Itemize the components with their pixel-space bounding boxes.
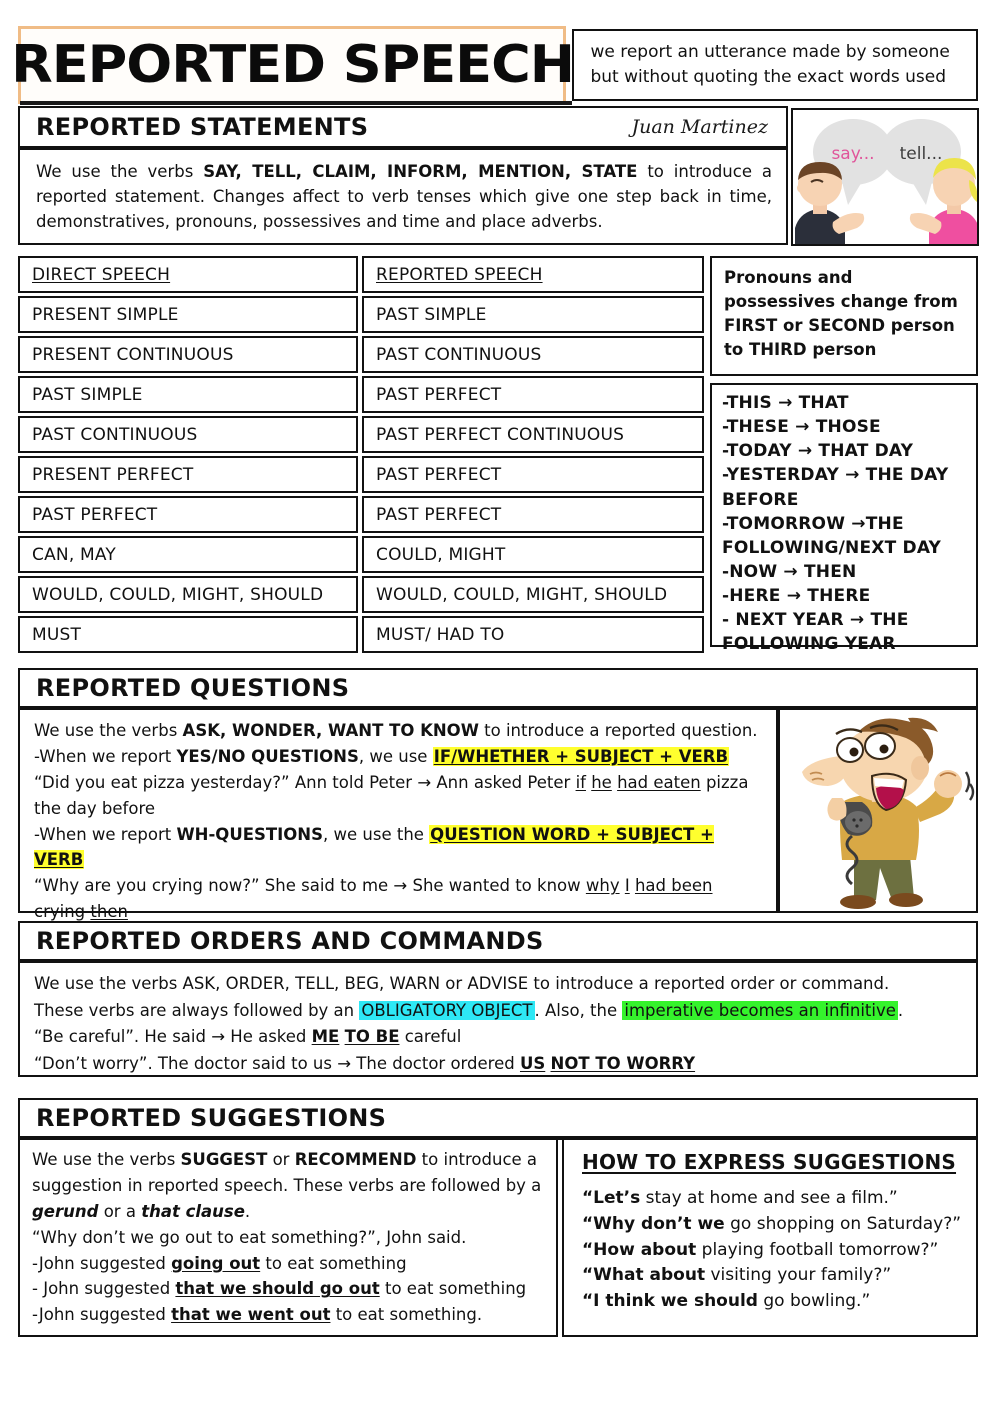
say-tell-svg	[793, 110, 979, 246]
expression-item	[582, 1186, 966, 1212]
s-gerund: gerund	[32, 1201, 99, 1221]
intro-seg-1: We use the verbs	[36, 162, 204, 181]
adverb-change-item: -TOMORROW →THE FOLLOWING/NEXT DAY	[722, 513, 942, 558]
q-ex1-if: if	[575, 772, 586, 792]
o-l2-imperative-infinitive: imperative becomes an infinitive	[624, 1000, 896, 1020]
bubble-tell-text: tell...	[899, 144, 943, 164]
cell-direct: PRESENT SIMPLE	[18, 296, 358, 333]
q-l3-seg-c: , we use the	[323, 824, 430, 844]
cell-reported: COULD, MIGHT	[362, 536, 704, 573]
s-b2-seg-a: - John suggested	[32, 1279, 176, 1299]
q-l2-seg-c: , we use	[358, 746, 433, 766]
q-ex2-crying: crying	[34, 902, 86, 922]
bubble-say-text: say...	[831, 144, 875, 164]
q-l2-formula-highlight: IF/WHETHER + SUBJECT + VERB	[433, 746, 729, 766]
s-verb-recommend: RECOMMEND	[294, 1150, 417, 1169]
s-intro-seg-i: .	[244, 1201, 251, 1221]
o-l2-seg-c: .	[897, 1000, 904, 1020]
orders-line-2	[34, 998, 964, 1025]
o-l2-seg-a: These verbs are always followed by an	[34, 1000, 360, 1020]
expression-item	[582, 1238, 966, 1264]
suggestions-quote: “Why don’t we go out to eat something?”, John said.	[32, 1227, 467, 1247]
suggestions-intro	[32, 1147, 548, 1225]
s-b1-seg-b: to eat something	[260, 1253, 407, 1273]
s-b2-seg-b: to eat something	[379, 1279, 527, 1299]
q-ex2-seg-a: “Why are you crying now?” She said to me → She wanted to know	[34, 876, 586, 896]
questions-line-1	[34, 718, 766, 744]
table-header-reported	[362, 256, 704, 293]
cell-reported: PAST SIMPLE	[362, 296, 704, 333]
expr-4-bold: “I think we should	[582, 1291, 758, 1312]
cell-reported: MUST/ HAD TO	[362, 616, 704, 653]
definition-box	[572, 29, 978, 101]
suggestions-bullet-2	[32, 1276, 548, 1302]
page-title: REPORTED SPEECH	[10, 35, 574, 95]
o-ex1-me: ME	[311, 1027, 340, 1047]
s-intro-seg-c: or	[267, 1150, 295, 1169]
statements-intro-text	[36, 159, 772, 234]
orders-heading: REPORTED ORDERS AND COMMANDS	[36, 927, 544, 955]
adverb-change-item: -YESTERDAY → THE DAY BEFORE	[722, 465, 949, 510]
q-ex1-seg-a: “Did you eat pizza yesterday?” Ann told Peter → Ann asked Peter	[34, 772, 576, 792]
table-row	[18, 496, 704, 533]
table-row	[18, 336, 704, 373]
q-l1-seg-c: to introduce a reported question.	[478, 721, 758, 740]
intro-seg-3: to introduce a reported statement. Changes affect to verb tenses which give one step back in time, demonstratives, pronouns, possessives and time and place adverbs.	[36, 162, 773, 232]
cell-direct: PAST PERFECT	[18, 496, 358, 533]
intro-verbs: SAY, TELL, CLAIM, INFORM, MENTION, STATE	[203, 162, 638, 181]
s-b3-seg-a: -John suggested	[32, 1305, 172, 1325]
say-tell-illustration	[791, 108, 979, 246]
expr-4-rest: go bowling.”	[757, 1291, 871, 1312]
cell-direct: PAST SIMPLE	[18, 376, 358, 413]
adverb-change-item: -NOW → THEN	[722, 561, 857, 582]
o-l2-obligatory-object: OBLIGATORY OBJECT	[361, 1000, 533, 1020]
cell-direct: WOULD, COULD, MIGHT, SHOULD	[18, 576, 358, 613]
expr-0-bold: “Let’s	[582, 1188, 641, 1208]
table-row	[18, 456, 704, 493]
title-underline-rule	[20, 101, 572, 105]
pronouns-note-text: Pronouns and possessives change from FIRST or SECOND person to THIRD person	[724, 268, 958, 359]
table-header-direct	[18, 256, 358, 293]
expression-item	[582, 1212, 966, 1238]
q-ex2-hadbeen: had been	[634, 876, 713, 896]
table-row	[18, 416, 704, 453]
title-bar	[10, 26, 978, 104]
q-ex2-i: I	[624, 876, 630, 896]
table-row	[18, 376, 704, 413]
s-that-clause: that clause	[141, 1201, 245, 1221]
suggestions-heading: REPORTED SUGGESTIONS	[36, 1104, 387, 1132]
s-verb-suggest: SUGGEST	[180, 1150, 268, 1169]
adverb-changes-box	[710, 383, 978, 655]
pronouns-note-box	[710, 256, 978, 376]
suggestions-bullet-3	[32, 1302, 548, 1328]
cell-direct: CAN, MAY	[18, 536, 358, 573]
expression-item	[582, 1289, 966, 1315]
orders-body	[18, 963, 978, 1077]
table-row	[18, 576, 704, 613]
expr-2-rest: playing football tomorrow?”	[696, 1239, 939, 1260]
cell-direct: PRESENT CONTINUOUS	[18, 336, 358, 373]
suggestions-body-left	[18, 1140, 558, 1337]
cell-reported: PAST PERFECT	[362, 456, 704, 493]
adverb-change-item: -TODAY → THAT DAY	[722, 441, 914, 462]
title-box	[10, 26, 574, 104]
section-header-orders	[18, 921, 978, 963]
s-intro-seg-a: We use the verbs	[32, 1150, 181, 1169]
o-ex1-tobe: TO BE	[344, 1027, 400, 1047]
tense-change-table	[18, 256, 704, 656]
expr-3-bold: “What about	[582, 1265, 706, 1286]
expr-0-rest: stay at home and see a film.”	[640, 1188, 898, 1208]
phone-man-svg	[780, 710, 976, 909]
questions-example-1	[34, 770, 766, 822]
s-b3-that-we-went: that we went out	[171, 1305, 331, 1325]
s-intro-seg-e: to introduce a suggestion in reported speech. These verbs are followed by a	[32, 1150, 542, 1195]
orders-example-2	[34, 1051, 964, 1078]
cell-reported: PAST PERFECT CONTINUOUS	[362, 416, 704, 453]
expression-item	[582, 1263, 966, 1289]
o-ex2-us: US	[519, 1054, 546, 1074]
table-row	[18, 536, 704, 573]
adverb-change-item: - NEXT YEAR → THE FOLLOWING YEAR	[722, 610, 909, 655]
adverb-change-item: -THIS → THAT	[722, 393, 849, 413]
questions-heading: REPORTED QUESTIONS	[36, 674, 350, 702]
q-l3-seg-a: -When we report	[34, 824, 177, 844]
header-direct-speech: DIRECT SPEECH	[32, 264, 171, 285]
adverb-change-item: -THESE → THOSE	[722, 417, 881, 438]
definition-line-2: but without quoting the exact words used	[590, 67, 947, 87]
table-row	[18, 296, 704, 333]
expr-1-bold: “Why don’t we	[582, 1213, 725, 1234]
how-to-express-box	[562, 1140, 978, 1337]
questions-line-3	[34, 822, 766, 874]
cell-direct: MUST	[18, 616, 358, 653]
expr-1-rest: go shopping on Saturday?”	[724, 1213, 962, 1234]
q-l2-seg-a: -When we report	[34, 746, 177, 766]
suggestions-bullet-1	[32, 1251, 548, 1277]
q-l3-wh: WH-QUESTIONS	[176, 824, 324, 844]
o-ex2-seg-a: “Don’t worry”. The doctor said to us → The doctor ordered	[34, 1054, 515, 1074]
section-header-statements	[18, 106, 788, 150]
header-reported-speech: REPORTED SPEECH	[376, 264, 543, 285]
q-ex1-seg-b: pizza the day before	[34, 772, 749, 818]
questions-body	[18, 710, 778, 922]
cell-direct: PRESENT PERFECT	[18, 456, 358, 493]
o-ex1-seg-b: careful	[399, 1027, 462, 1047]
how-to-express-title: HOW TO EXPRESS SUGGESTIONS	[582, 1150, 957, 1174]
cell-reported: PAST CONTINUOUS	[362, 336, 704, 373]
s-intro-seg-g: or a	[98, 1201, 142, 1221]
adverb-change-item: -HERE → THERE	[722, 586, 871, 606]
o-l2-seg-b: . Also, the	[534, 1000, 623, 1020]
s-b1-going-out: going out	[171, 1253, 261, 1273]
table-row	[18, 616, 704, 653]
statements-heading: REPORTED STATEMENTS	[36, 113, 369, 141]
cell-reported: WOULD, COULD, MIGHT, SHOULD	[362, 576, 704, 613]
shouting-phone-illustration	[778, 710, 978, 913]
q-l2-yesno: YES/NO QUESTIONS	[176, 746, 359, 766]
section-header-suggestions	[18, 1098, 978, 1140]
q-l1-seg-a: We use the verbs	[34, 721, 183, 740]
s-b3-seg-b: to eat something.	[330, 1305, 483, 1325]
questions-example-2	[34, 873, 766, 925]
q-ex1-he: he	[591, 772, 612, 792]
cell-reported: PAST PERFECT	[362, 376, 704, 413]
definition-line-1: we report an utterance made by someone	[590, 42, 950, 63]
orders-line-1: We use the verbs ASK, ORDER, TELL, BEG, WARN or ADVISE to introduce a reported order or command.	[34, 974, 890, 993]
q-ex2-then: then	[90, 902, 128, 922]
s-b2-that-we-should: that we should go out	[175, 1279, 380, 1299]
author-signature: Juan Martinez	[631, 116, 768, 138]
q-l3-formula-highlight: QUESTION WORD + SUBJECT + VERB	[34, 824, 714, 870]
q-ex1-hadeaten: had eaten	[617, 772, 701, 792]
section-header-questions	[18, 668, 978, 710]
expr-3-rest: visiting your family?”	[705, 1265, 892, 1286]
orders-example-1	[34, 1024, 964, 1051]
s-b1-seg-a: -John suggested	[32, 1253, 172, 1273]
statements-intro-box	[18, 150, 788, 245]
o-ex1-seg-a: “Be careful”. He said → He asked	[34, 1027, 312, 1047]
cell-reported: PAST PERFECT	[362, 496, 704, 533]
expr-2-bold: “How about	[582, 1239, 697, 1260]
o-ex2-nottoworry: NOT TO WORRY	[550, 1054, 696, 1074]
table-header-row	[18, 256, 704, 293]
cell-direct: PAST CONTINUOUS	[18, 416, 358, 453]
q-l1-verbs: ASK, WONDER, WANT TO KNOW	[182, 721, 479, 740]
questions-line-2	[34, 744, 766, 770]
q-ex2-why: why	[585, 876, 620, 896]
